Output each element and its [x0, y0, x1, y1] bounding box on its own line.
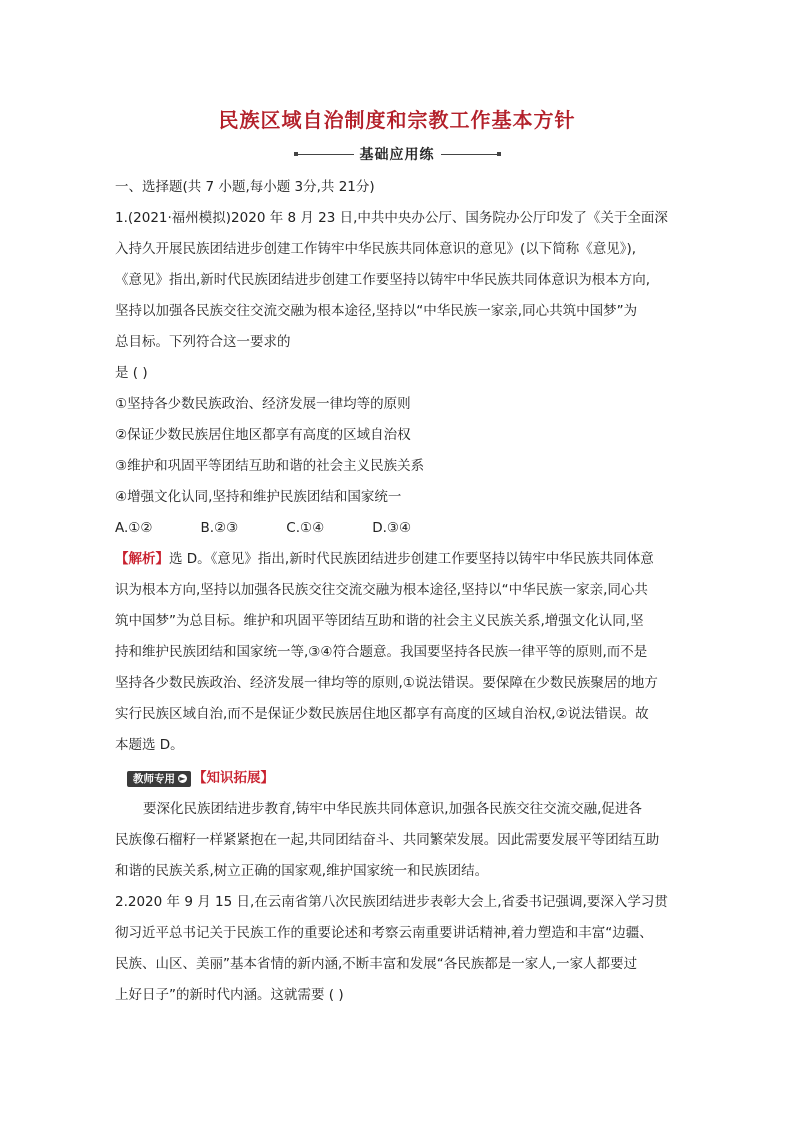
- option-item: ②保证少数民族居住地区都享有高度的区域自治权: [115, 427, 411, 443]
- analysis-text: 选 D。《意见》指出,新时代民族团结进步创建工作要坚持以铸牢中华民族共同体意: [169, 551, 654, 567]
- option-item: ④增强文化认同,坚持和维护民族团结和国家统一: [115, 489, 402, 505]
- choice-c: C.①④: [286, 520, 325, 536]
- question-line: 总目标。下列符合这一要求的: [115, 334, 291, 350]
- analysis-line: 筑中国梦”为总目标。维护和巩固平等团结互助和谐的社会主义民族关系,增强文化认同,坚: [115, 613, 644, 629]
- question-line: 1.(2021·福州模拟)2020 年 8 月 23 日,中共中央办公厅、国务院办公厅印发了《关于全面深: [115, 210, 668, 226]
- choice-b: B.②③: [200, 520, 239, 536]
- question-line: 民族、山区、美丽”基本省情的新内涵,不断丰富和发展“各民族都是一家人,一家人都要过: [115, 956, 638, 972]
- analysis-block: [115, 544, 685, 761]
- question-1: [115, 203, 685, 761]
- page-title: 民族区域自治制度和宗教工作基本方针: [218, 108, 576, 132]
- analysis-line: 实行民族区域自治,而不是保证少数民族居住地区都享有高度的区域自治权,②说法错误。故: [115, 706, 649, 722]
- extension-line: 民族像石榴籽一样紧紧抱在一起,共同团结奋斗、共同繁荣发展。因此需要发展平等团结互助: [115, 832, 660, 848]
- option-item: ③维护和巩固平等团结互助和谐的社会主义民族关系: [115, 458, 425, 474]
- teacher-badge-label: 教师专用: [133, 772, 175, 785]
- extension-line: 要深化民族团结进步教育,铸牢中华民族共同体意识,加强各民族交往交流交融,促进各: [143, 801, 642, 817]
- analysis-line: 坚持各少数民族政治、经济发展一律均等的原则,①说法错误。要保障在少数民族聚居的地方: [115, 675, 658, 691]
- extension-line: 和谐的民族关系,树立正确的国家观,维护国家统一和民族团结。: [115, 863, 489, 879]
- section-divider-right: [441, 154, 501, 155]
- question-line: 坚持以加强各民族交往交流交融为根本途径,坚持以“中华民族一家亲,同心共筑中国梦”为: [115, 303, 638, 319]
- section-divider-left: [294, 154, 354, 155]
- analysis-line: 持和维护民族团结和国家统一等,③④符合题意。我国要坚持各民族一律平等的原则,而不是: [115, 644, 648, 660]
- analysis-line: 本题选 D。: [115, 737, 184, 753]
- question-line: 《意见》指出,新时代民族团结进步创建工作要坚持以铸牢中华民族共同体意识为根本方向,: [115, 272, 651, 288]
- section-label: 基础应用练: [359, 147, 435, 163]
- question-line: 是 ( ): [115, 365, 148, 381]
- analysis-line: 识为根本方向,坚持以加强各民族交往交流交融为根本途径,坚持以“中华民族一家亲,同心共: [115, 582, 648, 598]
- teacher-only-badge: [127, 771, 191, 787]
- option-item: ①坚持各少数民族政治、经济发展一律均等的原则: [115, 396, 411, 412]
- question-line: 2.2020 年 9 月 15 日,在云南省第八次民族团结进步表彰大会上,省委书记强调,要深入学习贯: [115, 894, 668, 910]
- answer-choices: [115, 513, 685, 544]
- document-content: [115, 172, 685, 1011]
- choice-d: D.③④: [372, 520, 412, 536]
- question-2: [115, 887, 685, 1011]
- question-line: 上好日子”的新时代内涵。这就需要 ( ): [115, 987, 344, 1003]
- arrow-circle-icon: ►: [179, 774, 186, 783]
- knowledge-extension-heading: 【知识拓展】: [193, 770, 274, 786]
- part-heading: 一、选择题(共 7 小题,每小题 3分,共 21分): [115, 179, 375, 195]
- teacher-heading-row: [115, 763, 685, 794]
- analysis-label: 【解析】: [115, 551, 169, 567]
- question-line: 彻习近平总书记关于民族工作的重要论述和考察云南重要讲话精神,着力塑造和丰富“边疆、: [115, 925, 653, 941]
- analysis-line: [115, 544, 685, 575]
- question-line: 入持久开展民族团结进步创建工作铸牢中华民族共同体意识的意见》(以下简称《意见》),: [115, 241, 637, 257]
- choice-a: A.①②: [115, 520, 153, 536]
- section-label-bar: [0, 144, 794, 164]
- teacher-extension: [115, 763, 685, 887]
